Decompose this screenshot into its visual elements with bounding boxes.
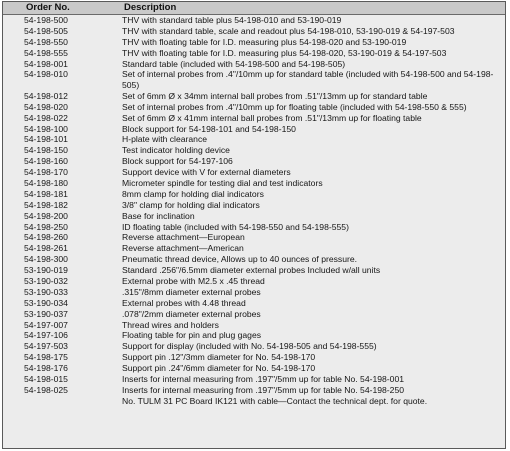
item-description: THV with standard table, scale and readout plus 54-198-010, 53-190-019 & 54-197-503 bbox=[122, 25, 455, 36]
order-number: 54-198-015 bbox=[24, 374, 68, 384]
order-number: 54-198-500 bbox=[24, 15, 68, 25]
order-number: 54-198-170 bbox=[24, 167, 68, 178]
order-number: 54-198-200 bbox=[24, 210, 68, 221]
item-description: Base for inclination bbox=[122, 210, 195, 221]
item-description: Pneumatic thread device, Allows up to 40 ounces of pressure. bbox=[122, 254, 358, 265]
table-row bbox=[3, 200, 505, 211]
table-row bbox=[3, 385, 505, 396]
item-description: Micrometer spindle for testing dial and test indicators bbox=[122, 177, 323, 188]
table-row bbox=[3, 15, 505, 26]
order-number: 54-198-176 bbox=[24, 363, 68, 374]
order-number: 54-198-250 bbox=[24, 221, 68, 232]
item-description: .315"/8mm diameter external probes bbox=[122, 286, 261, 297]
item-description: THV with floating table for I.D. measuring plus 54-198-020, 53-190-019 & 54-197-503 bbox=[122, 47, 447, 58]
item-description: Set of 6mm Ø x 34mm internal ball probes from .51"/13mm up for standard table bbox=[122, 90, 428, 101]
item-description: Reverse attachment—European bbox=[122, 232, 245, 243]
item-description: Reverse attachment—American bbox=[122, 243, 244, 254]
table-row bbox=[3, 363, 505, 374]
order-number: 53-190-032 bbox=[24, 275, 68, 286]
table-row bbox=[3, 156, 505, 167]
table-row bbox=[3, 320, 505, 331]
table-row bbox=[3, 396, 505, 407]
order-number: 53-190-033 bbox=[24, 286, 68, 297]
order-number: 54-198-001 bbox=[24, 58, 68, 69]
item-description: Support device with V for external diameters bbox=[122, 167, 291, 178]
order-number: 54-198-260 bbox=[24, 232, 68, 243]
item-description: ID floating table (included with 54-198-550 and 54-198-555) bbox=[122, 221, 349, 232]
order-number: 54-198-182 bbox=[24, 199, 68, 210]
order-number: 54-198-555 bbox=[24, 47, 68, 58]
table-row bbox=[3, 59, 505, 70]
item-description: Test indicator holding device bbox=[122, 145, 230, 156]
order-number: 54-197-503 bbox=[24, 341, 68, 352]
order-number: 54-198-150 bbox=[24, 145, 68, 156]
table-row bbox=[3, 102, 505, 113]
item-description: External probe with M2.5 x .45 thread bbox=[122, 275, 265, 286]
table-row bbox=[3, 265, 505, 276]
item-description: THV with floating table for I.D. measuring plus 54-198-020 and 53-190-019 bbox=[122, 36, 407, 47]
item-description: THV with standard table plus 54-198-010 and 53-190-019 bbox=[122, 15, 342, 25]
table-row bbox=[3, 211, 505, 222]
table-header bbox=[3, 2, 505, 15]
description-header: Description bbox=[124, 2, 177, 13]
item-description: Inserts for internal measuring from .197"/5mm up for table No. 54-198-250 bbox=[122, 384, 405, 395]
item-description: H-plate with clearance bbox=[122, 134, 208, 145]
order-number: 54-198-022 bbox=[24, 112, 68, 123]
table-row bbox=[3, 243, 505, 254]
item-description: No. TULM 31 PC Board IK121 with cable—Contact the technical dept. for quote. bbox=[122, 395, 428, 406]
item-description: Support pin .12"/3mm diameter for No. 54-198-170 bbox=[122, 352, 316, 363]
table-row bbox=[3, 276, 505, 287]
order-number: 54-198-180 bbox=[24, 177, 68, 188]
item-description: 8mm clamp for holding dial indicators bbox=[122, 188, 264, 199]
table-row bbox=[3, 145, 505, 156]
table-row bbox=[3, 178, 505, 189]
item-description: .078"/2mm diameter external probes bbox=[122, 308, 261, 319]
order-number: 54-198-261 bbox=[24, 243, 68, 254]
item-description: Support pin .24"/6mm diameter for No. 54-198-170 bbox=[122, 363, 316, 374]
item-description: Inserts for internal measuring from .197"/5mm up for table No. 54-198-001 bbox=[122, 374, 405, 384]
table-row bbox=[3, 134, 505, 145]
table-row bbox=[3, 167, 505, 178]
table-row bbox=[3, 352, 505, 363]
table-row bbox=[3, 37, 505, 48]
item-description: 3/8" clamp for holding dial indicators bbox=[122, 199, 260, 210]
order-number: 54-198-012 bbox=[24, 90, 68, 101]
table-row bbox=[3, 113, 505, 124]
order-number: 53-190-037 bbox=[24, 308, 68, 319]
order-number: 53-190-034 bbox=[24, 297, 68, 308]
item-description: Standard table (included with 54-198-500 and 54-198-505) bbox=[122, 58, 346, 69]
table-row bbox=[3, 124, 505, 135]
table-body bbox=[3, 15, 505, 407]
order-number: 54-197-007 bbox=[24, 319, 68, 330]
item-description: External probes with 4.48 thread bbox=[122, 297, 246, 308]
order-number: 54-198-160 bbox=[24, 156, 68, 167]
table-row bbox=[3, 254, 505, 265]
item-description: Set of internal probes from .4"/10mm up for standard table (included with 54-198-500 and 54-198-505) bbox=[122, 69, 494, 91]
item-description: Block support for 54-198-101 and 54-198-150 bbox=[122, 123, 296, 134]
order-number: 54-198-181 bbox=[24, 188, 68, 199]
order-number: 54-198-505 bbox=[24, 25, 68, 36]
table-row bbox=[3, 287, 505, 298]
table-row bbox=[3, 374, 505, 385]
item-description: Thread wires and holders bbox=[122, 319, 219, 330]
table-row bbox=[3, 91, 505, 102]
item-description: Set of 6mm Ø x 41mm internal ball probes from .51"/13mm up for floating table bbox=[122, 112, 422, 123]
order-number: 54-198-550 bbox=[24, 36, 68, 47]
table-row bbox=[3, 26, 505, 37]
table-row bbox=[3, 232, 505, 243]
table-row bbox=[3, 341, 505, 352]
table-row bbox=[3, 298, 505, 309]
order-number: 54-198-020 bbox=[24, 101, 68, 112]
item-description: Block support for 54-197-106 bbox=[122, 156, 233, 167]
order-number: 54-198-300 bbox=[24, 254, 68, 265]
item-description: Support for display (included with No. 54-198-505 and 54-198-555) bbox=[122, 341, 377, 352]
order-number: 54-198-175 bbox=[24, 352, 68, 363]
item-description: Floating table for pin and plug gages bbox=[122, 330, 262, 341]
order-number: 54-198-100 bbox=[24, 123, 68, 134]
table-row bbox=[3, 309, 505, 320]
table-row bbox=[3, 189, 505, 200]
order-number: 54-198-101 bbox=[24, 134, 68, 145]
order-number: 54-198-010 bbox=[24, 69, 68, 80]
table-row bbox=[3, 222, 505, 233]
order-number: 53-190-019 bbox=[24, 265, 68, 276]
table-row bbox=[3, 48, 505, 59]
order-table bbox=[2, 1, 506, 449]
table-row bbox=[3, 330, 505, 341]
table-row bbox=[3, 69, 505, 90]
order-number: 54-197-106 bbox=[24, 330, 68, 341]
item-description: Set of internal probes from .4"/10mm up for floating table (included with 54-198-550 & 555) bbox=[122, 101, 467, 112]
order-number: 54-198-025 bbox=[24, 384, 68, 395]
order-no-header: Order No. bbox=[26, 2, 70, 13]
item-description: Standard .256"/6.5mm diameter external probes Included w/all units bbox=[122, 265, 381, 276]
